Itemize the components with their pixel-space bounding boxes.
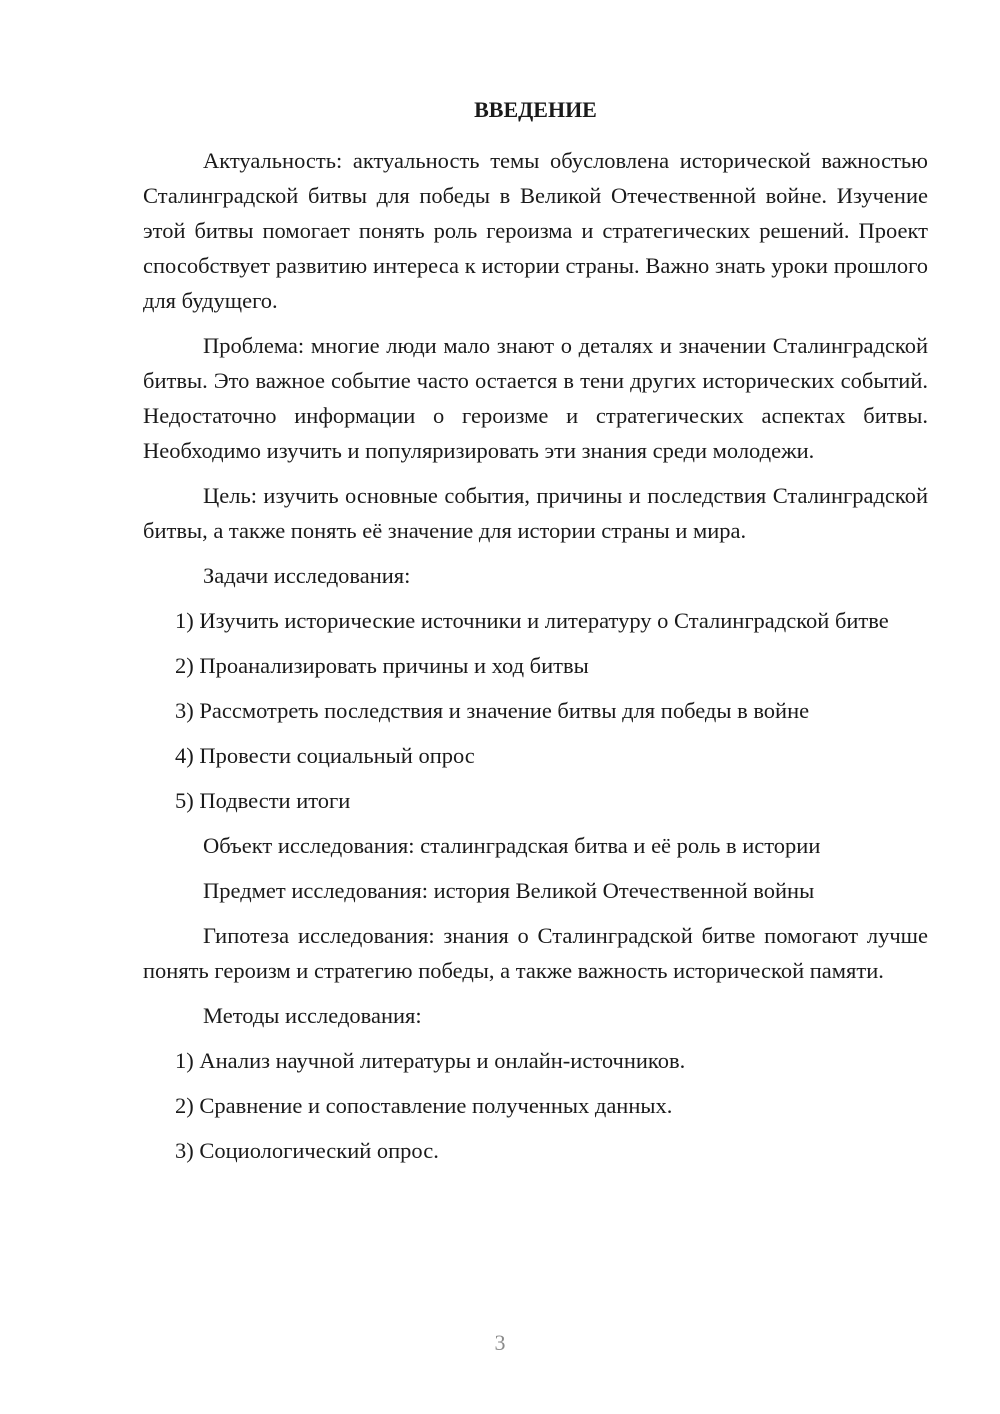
task-item: 2) Проанализировать причины и ход битвы <box>175 653 589 678</box>
problem-paragraph: Проблема: многие люди мало знают о деталях и значении Сталинградской битвы. Это важное событие часто остается в тени других исторических событий. Недостаточно информации о героизме и стратегических аспектах битвы. Необходимо изучить и популяризировать эти знания среди молодежи. <box>143 333 928 463</box>
subject-line: Предмет исследования: история Великой Отечественной войны <box>203 878 815 903</box>
relevance-paragraph: Актуальность: актуальность темы обусловлена исторической важностью Сталинградской битвы для победы в Великой Отечественной войне. Изучение этой битвы помогает понять роль героизма и стратегических решений. Проект способствует развитию интереса к истории страны. Важно знать уроки прошлого для будущего. <box>143 148 928 313</box>
goal-paragraph: Цель: изучить основные события, причины и последствия Сталинградской битвы, а также понять её значение для истории страны и мира. <box>143 483 928 543</box>
page-number: 3 <box>494 1330 506 1355</box>
task-item: 5) Подвести итоги <box>175 788 351 813</box>
object-line: Объект исследования: сталинградская битва и её роль в истории <box>203 833 821 858</box>
method-item: 3) Социологический опрос. <box>175 1138 439 1163</box>
method-item: 2) Сравнение и сопоставление полученных данных. <box>175 1093 673 1118</box>
hypothesis-paragraph: Гипотеза исследования: знания о Сталинградской битве помогают лучше понять героизм и стратегию победы, а также важность исторической памяти. <box>143 923 928 983</box>
task-item: 1) Изучить исторические источники и литературу о Сталинградской битве <box>175 608 889 633</box>
tasks-heading: Задачи исследования: <box>203 563 411 588</box>
method-item: 1) Анализ научной литературы и онлайн-источников. <box>175 1048 686 1073</box>
page-title: ВВЕДЕНИЕ <box>474 97 597 122</box>
methods-heading: Методы исследования: <box>203 1003 422 1028</box>
document-body <box>143 94 928 1178</box>
task-item: 3) Рассмотреть последствия и значение битвы для победы в войне <box>175 698 810 723</box>
task-item: 4) Провести социальный опрос <box>175 743 475 768</box>
